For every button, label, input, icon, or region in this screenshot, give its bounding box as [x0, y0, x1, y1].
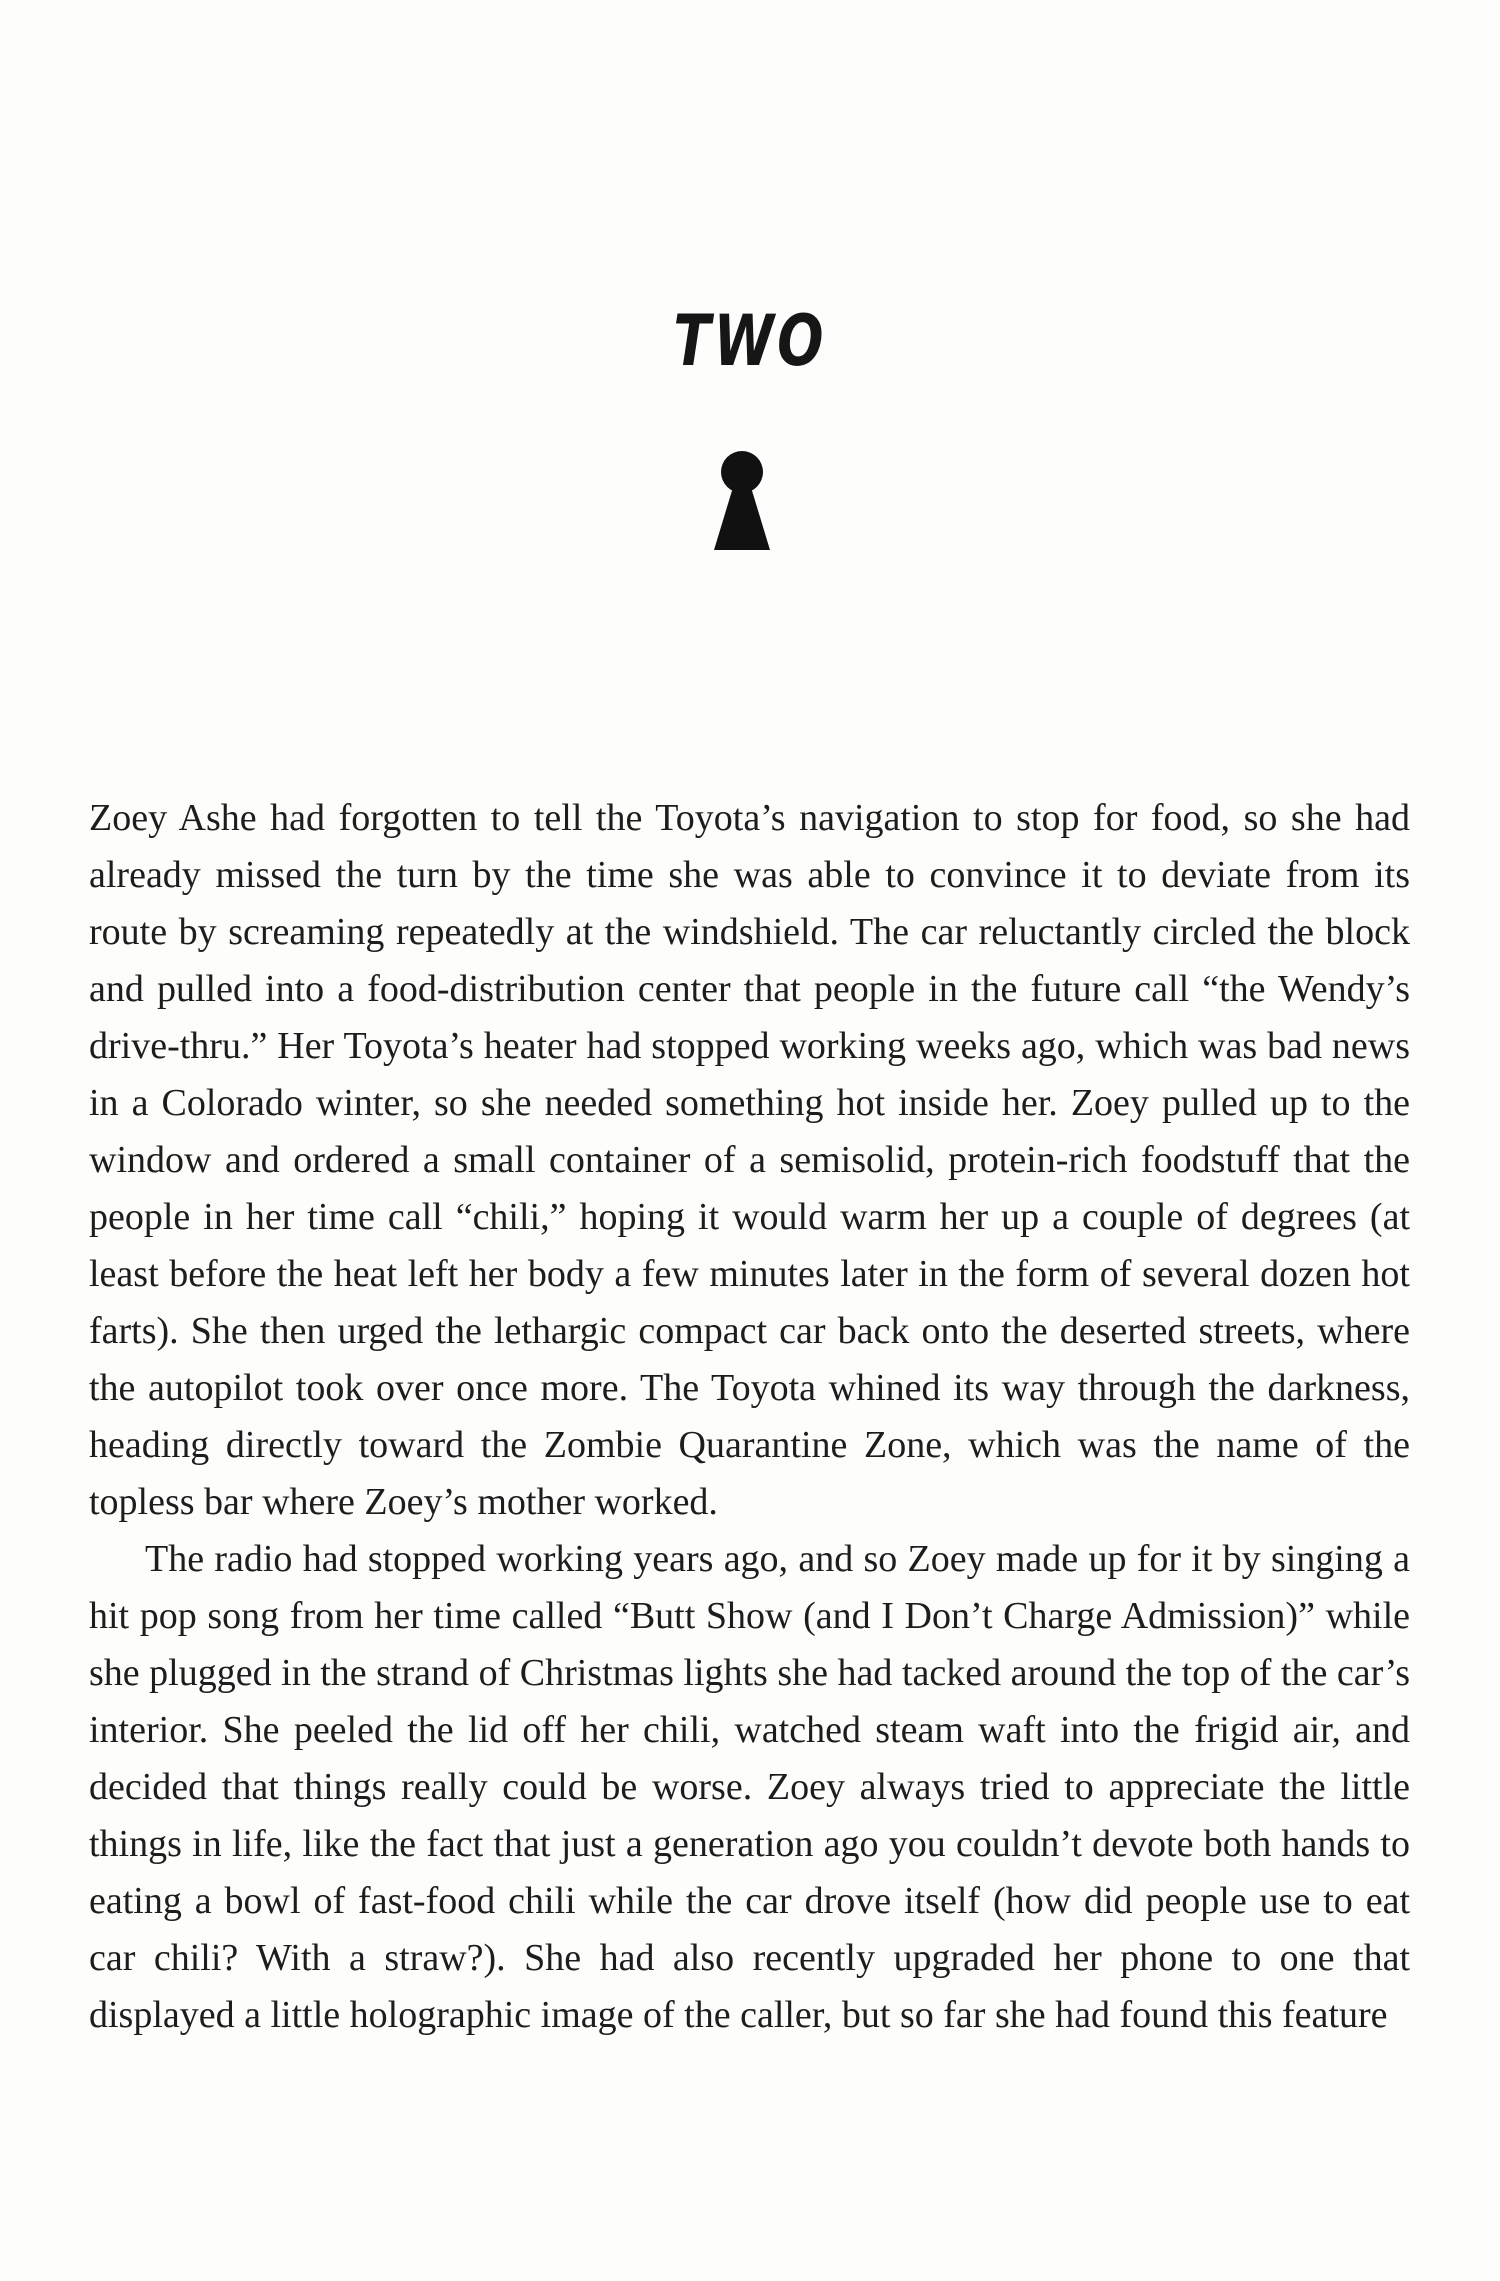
- paragraph: The radio had stopped working years ago, and so Zoey made up for it by singing a hit pop song from her time called “Butt Show (and I Don’t Charge Admission)” while she plugged in the strand of Christmas lights she had tacked around the top of the car’s interior. She peeled the lid off her chili, watched steam waft into the frigid air, and decided that things really could be worse. Zoey always tried to appreciate the little things in life, like the fact that just a generation ago you couldn’t devote both hands to eating a bowl of fast-food chili while the car drove itself (how did people use to eat car chili? With a straw?). She had also recently upgraded her phone to one that displayed a little holographic image of the caller, but so far she had found this feature: [89, 1538, 1410, 2036]
- keyhole-icon: [712, 448, 772, 552]
- chapter-body: [89, 790, 1410, 2044]
- paragraph: Zoey Ashe had forgotten to tell the Toyota’s navigation to stop for food, so she had already missed the turn by the time she was able to convince it to deviate from its route by screaming repeatedly at the windshield. The car reluctantly circled the block and pulled into a food-distribution center that people in the future call “the Wendy’s drive-thru.” Her Toyota’s heater had stopped working weeks ago, which was bad news in a Colorado winter, so she needed something hot inside her. Zoey pulled up to the window and ordered a small container of a semisolid, protein-rich foodstuff that the people in her time call “chili,” hoping it would warm her up a couple of degrees (at least before the heat left her body a few minutes later in the form of several dozen hot farts). She then urged the lethargic compact car back onto the deserted streets, where the autopilot took over once more. The Toyota whined its way through the darkness, heading directly toward the Zombie Quarantine Zone, which was the name of the topless bar where Zoey’s mother worked.: [89, 797, 1410, 1523]
- chapter-title: TWO: [673, 300, 827, 382]
